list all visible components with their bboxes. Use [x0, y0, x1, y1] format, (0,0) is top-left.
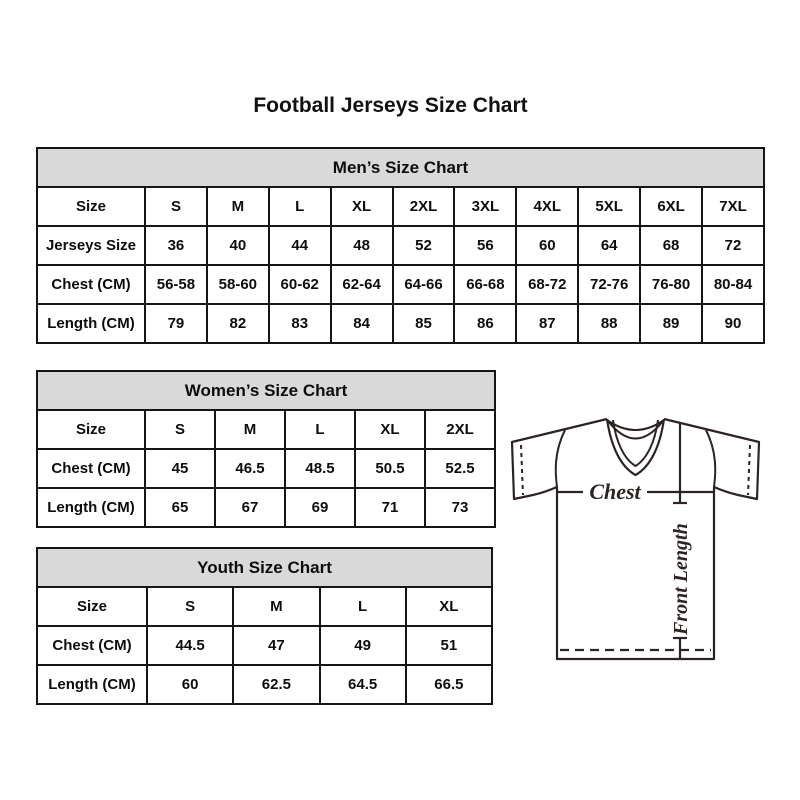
- value-cell: 67: [215, 488, 285, 527]
- value-cell: 79: [145, 304, 207, 343]
- size-column-header: M: [233, 587, 319, 626]
- value-cell: 64-66: [393, 265, 455, 304]
- value-cell: 48: [331, 226, 393, 265]
- value-cell: 62-64: [331, 265, 393, 304]
- row-label: Chest (CM): [37, 265, 145, 304]
- value-cell: 52.5: [425, 449, 495, 488]
- value-cell: 47: [233, 626, 319, 665]
- size-column-header: 6XL: [640, 187, 702, 226]
- value-cell: 86: [454, 304, 516, 343]
- row-label: Jerseys Size: [37, 226, 145, 265]
- value-cell: 44: [269, 226, 331, 265]
- womens-size-table: [36, 370, 496, 528]
- size-column-header: L: [320, 587, 406, 626]
- size-column-header: M: [215, 410, 285, 449]
- value-cell: 44.5: [147, 626, 233, 665]
- value-cell: 56: [454, 226, 516, 265]
- value-cell: 66.5: [406, 665, 492, 704]
- right-armhole-seam: [706, 430, 715, 487]
- value-cell: 87: [516, 304, 578, 343]
- size-column-header: M: [207, 187, 269, 226]
- value-cell: 56-58: [145, 265, 207, 304]
- value-cell: 85: [393, 304, 455, 343]
- row-label: Length (CM): [37, 488, 145, 527]
- value-cell: 83: [269, 304, 331, 343]
- value-cell: 73: [425, 488, 495, 527]
- value-cell: 48.5: [285, 449, 355, 488]
- left-armhole-seam: [556, 430, 565, 487]
- value-cell: 51: [406, 626, 492, 665]
- value-cell: 65: [145, 488, 215, 527]
- table-title: Women’s Size Chart: [37, 371, 495, 410]
- size-header-label: Size: [37, 587, 147, 626]
- value-cell: 68-72: [516, 265, 578, 304]
- value-cell: 60-62: [269, 265, 331, 304]
- size-column-header: XL: [331, 187, 393, 226]
- table-title: Men’s Size Chart: [37, 148, 764, 187]
- jersey-measurement-diagram: [504, 404, 770, 662]
- value-cell: 40: [207, 226, 269, 265]
- value-cell: 36: [145, 226, 207, 265]
- value-cell: 89: [640, 304, 702, 343]
- row-label: Length (CM): [37, 304, 145, 343]
- value-cell: 62.5: [233, 665, 319, 704]
- row-label: Chest (CM): [37, 626, 147, 665]
- value-cell: 64: [578, 226, 640, 265]
- value-cell: 45: [145, 449, 215, 488]
- size-column-header: 4XL: [516, 187, 578, 226]
- row-label: Chest (CM): [37, 449, 145, 488]
- row-label: Length (CM): [37, 665, 147, 704]
- value-cell: 58-60: [207, 265, 269, 304]
- chest-label: Chest: [589, 479, 641, 504]
- size-column-header: S: [145, 410, 215, 449]
- left-cuff-stitch: [521, 445, 523, 495]
- table-title: Youth Size Chart: [37, 548, 492, 587]
- value-cell: 46.5: [215, 449, 285, 488]
- value-cell: 60: [516, 226, 578, 265]
- value-cell: 82: [207, 304, 269, 343]
- size-column-header: 3XL: [454, 187, 516, 226]
- size-column-header: L: [269, 187, 331, 226]
- jersey-diagram-svg: [504, 404, 770, 662]
- size-column-header: 2XL: [425, 410, 495, 449]
- value-cell: 49: [320, 626, 406, 665]
- size-column-header: XL: [406, 587, 492, 626]
- size-column-header: S: [147, 587, 233, 626]
- value-cell: 50.5: [355, 449, 425, 488]
- value-cell: 71: [355, 488, 425, 527]
- size-header-label: Size: [37, 410, 145, 449]
- value-cell: 72-76: [578, 265, 640, 304]
- value-cell: 90: [702, 304, 764, 343]
- size-column-header: 7XL: [702, 187, 764, 226]
- front-length-label: Front Length: [670, 523, 692, 635]
- right-cuff-stitch: [748, 445, 750, 495]
- value-cell: 80-84: [702, 265, 764, 304]
- page-title: Football Jerseys Size Chart: [253, 94, 528, 117]
- size-column-header: S: [145, 187, 207, 226]
- value-cell: 60: [147, 665, 233, 704]
- jersey-outline: [512, 419, 759, 659]
- value-cell: 68: [640, 226, 702, 265]
- value-cell: 66-68: [454, 265, 516, 304]
- mens-size-table: [36, 147, 765, 344]
- value-cell: 84: [331, 304, 393, 343]
- value-cell: 64.5: [320, 665, 406, 704]
- value-cell: 69: [285, 488, 355, 527]
- value-cell: 88: [578, 304, 640, 343]
- size-column-header: 5XL: [578, 187, 640, 226]
- size-header-label: Size: [37, 187, 145, 226]
- value-cell: 52: [393, 226, 455, 265]
- size-column-header: L: [285, 410, 355, 449]
- youth-size-table: [36, 547, 493, 705]
- value-cell: 72: [702, 226, 764, 265]
- size-column-header: 2XL: [393, 187, 455, 226]
- size-column-header: XL: [355, 410, 425, 449]
- value-cell: 76-80: [640, 265, 702, 304]
